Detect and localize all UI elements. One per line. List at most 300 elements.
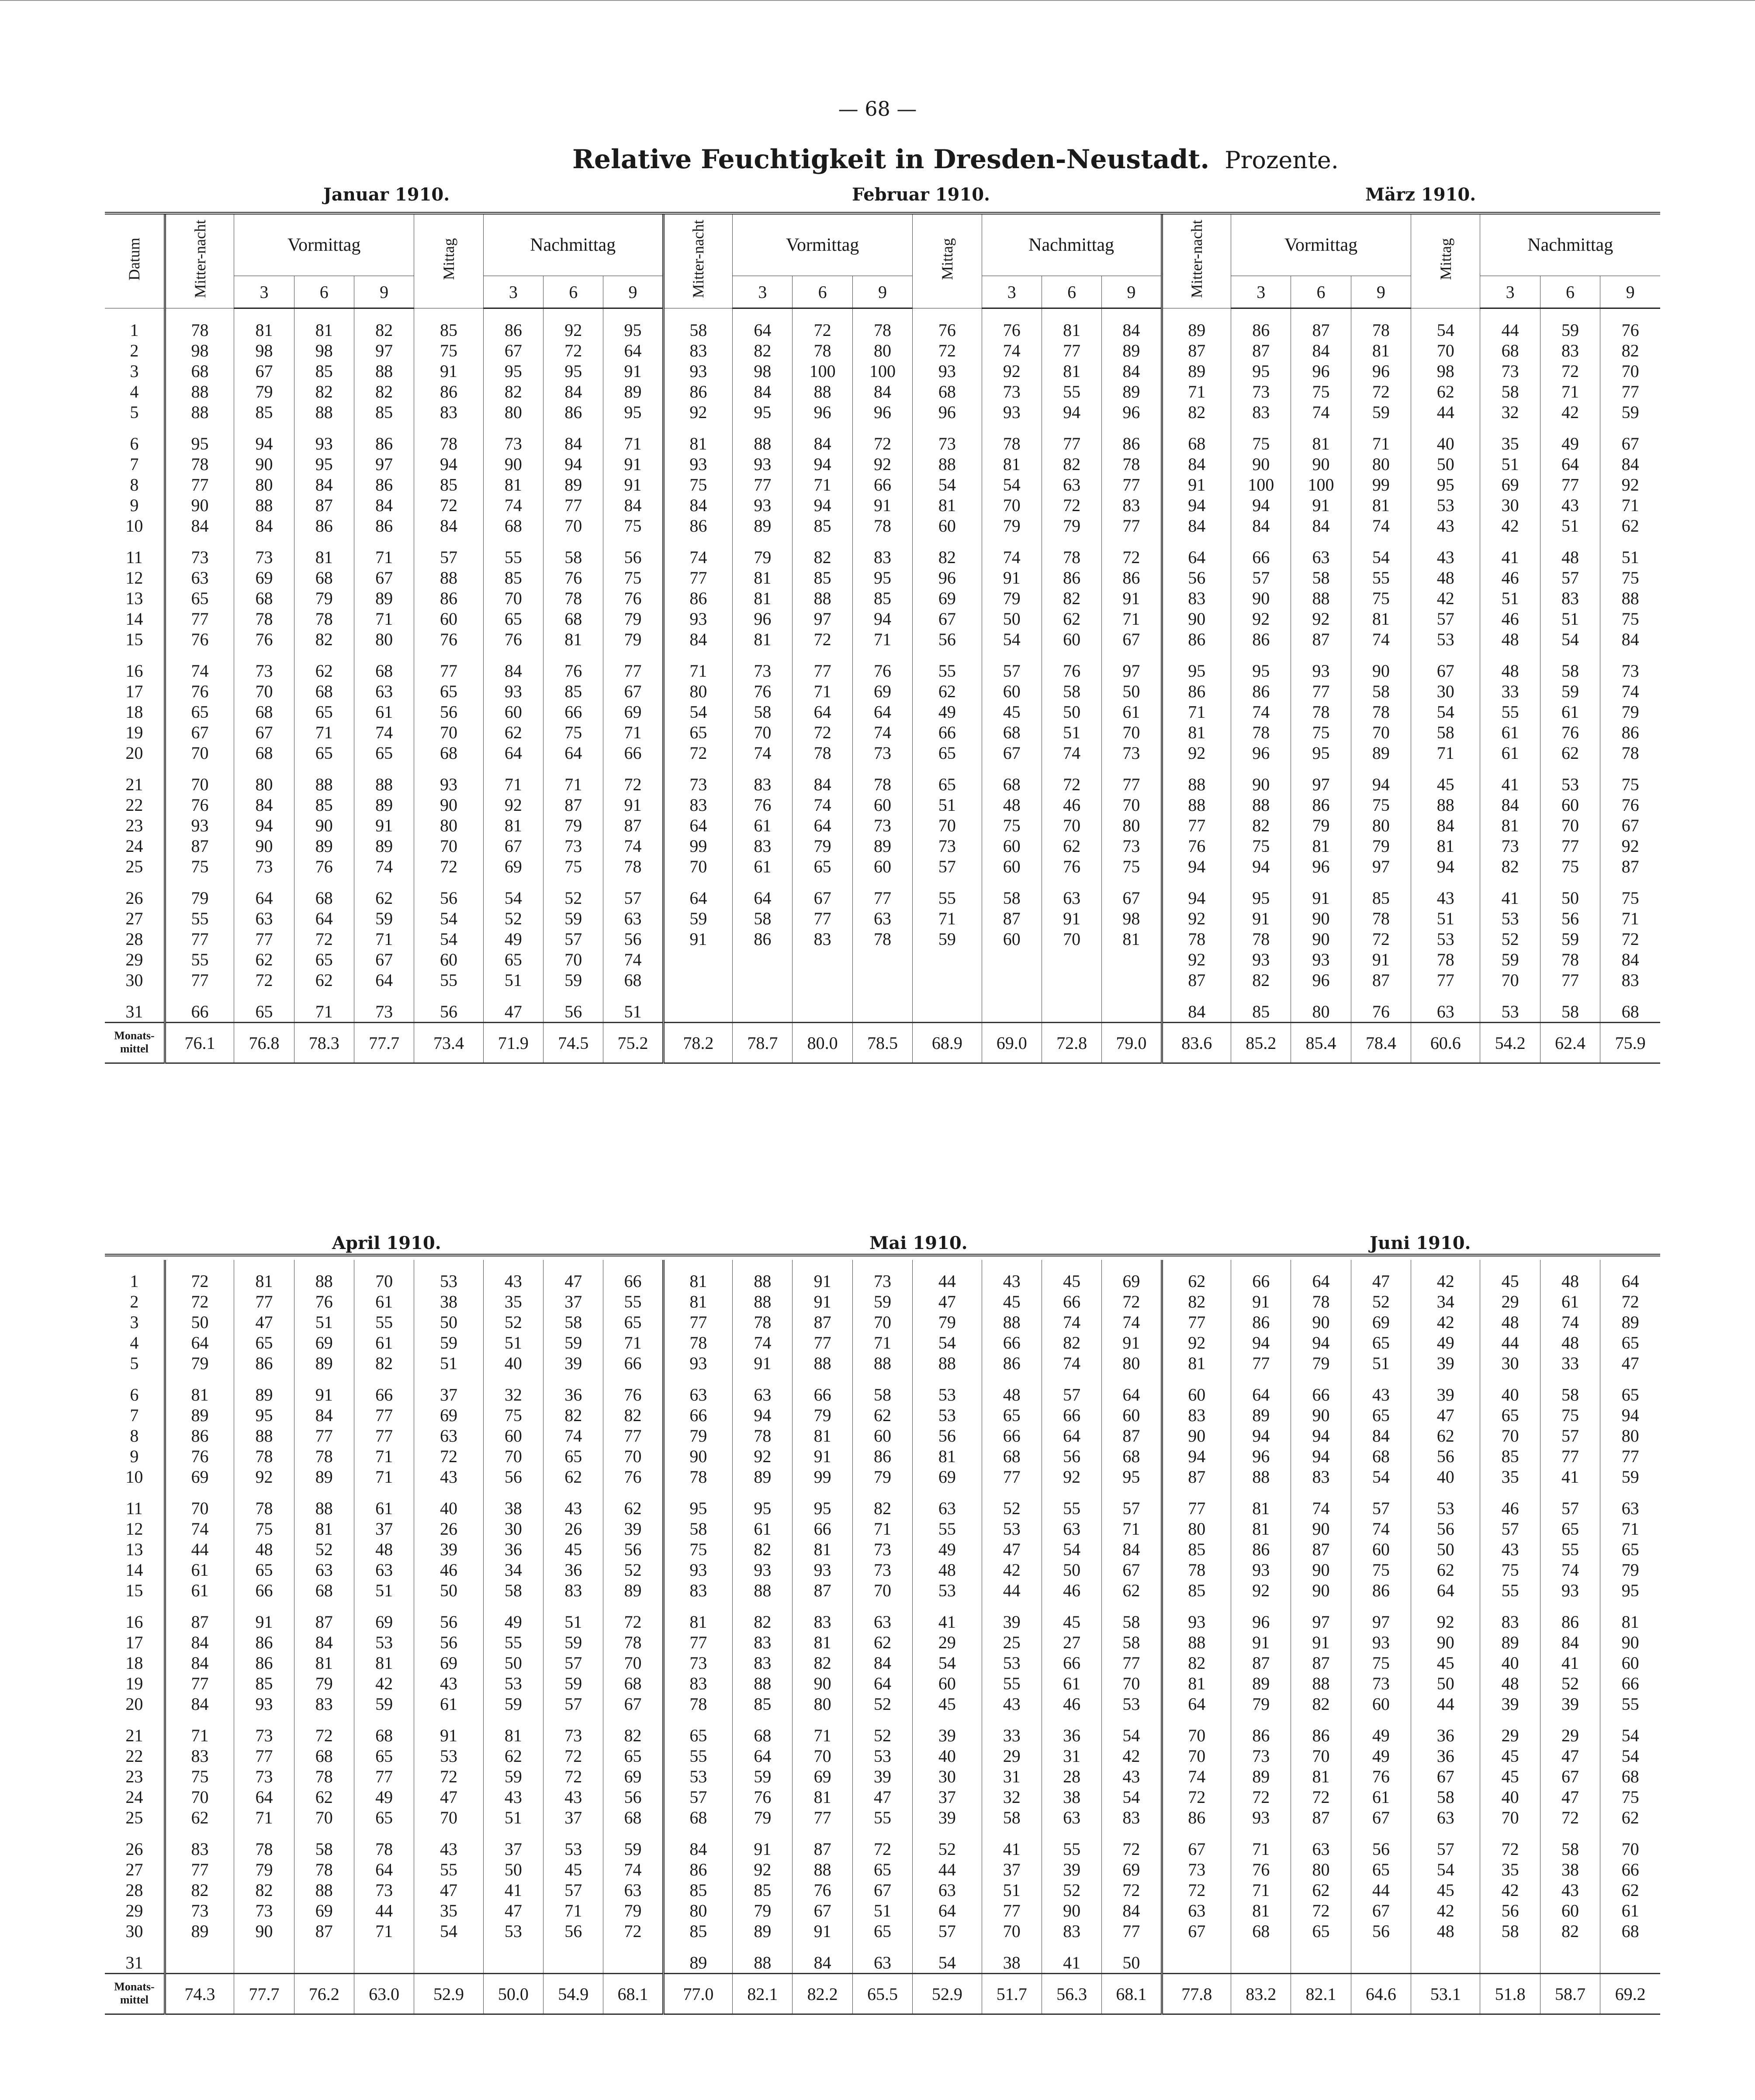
value-cell: 87 <box>603 815 663 836</box>
value-cell: 92 <box>663 402 732 422</box>
value-cell: 63 <box>1162 1900 1231 1921</box>
value-cell: 83 <box>663 1580 732 1601</box>
value-cell: 40 <box>1480 1384 1540 1405</box>
value-cell: 32 <box>982 1787 1042 1807</box>
value-cell: 80 <box>1600 1425 1660 1446</box>
value-cell: 59 <box>543 1673 603 1694</box>
gap-cell <box>1351 877 1411 888</box>
value-cell: 29 <box>1480 1725 1540 1746</box>
value-cell: 88 <box>1162 795 1231 815</box>
value-cell: 73 <box>852 743 912 763</box>
value-cell: 84 <box>1102 1900 1162 1921</box>
day-cell: 22 <box>125 1746 143 1766</box>
value-cell: 90 <box>1291 1519 1351 1539</box>
value-cell: 77 <box>1102 515 1162 536</box>
gap-cell <box>165 422 234 433</box>
value-cell: 68 <box>294 681 354 702</box>
value-cell: 73 <box>234 1766 294 1787</box>
value-cell: 81 <box>483 1725 543 1746</box>
value-cell: 84 <box>294 1632 354 1653</box>
value-cell: 46 <box>1480 567 1540 588</box>
mean-value: 50.0 <box>483 1974 543 2014</box>
gap-cell <box>414 990 483 1001</box>
value-cell: 37 <box>982 1859 1042 1880</box>
gap-cell <box>1291 650 1351 661</box>
table-row <box>105 402 1660 422</box>
value-cell: 80 <box>234 474 294 495</box>
month-label-maerz: März 1910. <box>1365 184 1476 205</box>
table-row <box>105 1425 1660 1446</box>
gap-cell <box>603 1828 663 1839</box>
value-cell: 96 <box>1291 856 1351 877</box>
value-cell: 70 <box>1102 1673 1162 1694</box>
value-cell: 67 <box>1411 1766 1480 1787</box>
value-cell: 55 <box>414 1859 483 1880</box>
value-cell: 73 <box>1480 836 1540 856</box>
value-cell: 50 <box>1102 1952 1162 1974</box>
value-cell: 74 <box>1351 629 1411 650</box>
value-cell: 61 <box>1540 1291 1600 1312</box>
gap-cell <box>165 990 234 1001</box>
value-cell: 61 <box>1540 702 1600 722</box>
value-cell: 79 <box>793 836 852 856</box>
value-cell: 81 <box>1162 722 1231 743</box>
value-cell: 74 <box>1291 1498 1351 1519</box>
value-cell: 88 <box>1162 774 1231 795</box>
value-cell: 42 <box>1411 1271 1480 1291</box>
gap-cell <box>663 650 732 661</box>
value-cell: 84 <box>1351 1425 1411 1446</box>
value-cell: 67 <box>1351 1807 1411 1828</box>
spacer-cell <box>1351 1260 1411 1271</box>
value-cell: 65 <box>354 1746 414 1766</box>
value-cell: 33 <box>1480 681 1540 702</box>
value-cell: 89 <box>1480 1632 1540 1653</box>
value-cell: 78 <box>1162 929 1231 949</box>
value-cell: 86 <box>663 588 732 609</box>
value-cell: 51 <box>1540 609 1600 629</box>
gap-cell <box>1102 1487 1162 1498</box>
value-cell: 78 <box>294 1766 354 1787</box>
value-cell: 78 <box>663 1694 732 1714</box>
value-cell: 77 <box>852 888 912 908</box>
value-cell: 65 <box>913 774 982 795</box>
day-cell: 24 <box>125 1787 143 1807</box>
value-cell: 43 <box>1411 515 1480 536</box>
value-cell: 39 <box>603 1519 663 1539</box>
header-datum <box>105 213 165 308</box>
value-cell <box>913 949 982 970</box>
value-cell: 66 <box>234 1580 294 1601</box>
value-cell: 73 <box>733 661 793 681</box>
value-cell: 41 <box>1540 1653 1600 1673</box>
value-cell: 49 <box>913 702 982 722</box>
day-cell: 15 <box>125 1581 143 1600</box>
value-cell: 79 <box>294 588 354 609</box>
value-cell: 81 <box>663 1271 732 1291</box>
value-cell: 95 <box>1162 661 1231 681</box>
value-cell: 71 <box>354 1467 414 1487</box>
value-cell: 59 <box>543 970 603 990</box>
value-cell: 89 <box>1600 1312 1660 1332</box>
mean-value: 77.7 <box>354 1023 414 1063</box>
value-cell: 54 <box>913 474 982 495</box>
value-cell: 87 <box>1351 970 1411 990</box>
value-cell: 60 <box>483 702 543 722</box>
value-cell: 47 <box>1411 1405 1480 1425</box>
value-cell: 68 <box>733 1725 793 1746</box>
mean-value: 82.1 <box>1291 1974 1351 2014</box>
value-cell: 50 <box>483 1859 543 1880</box>
value-cell: 38 <box>1540 1859 1600 1880</box>
value-cell: 81 <box>733 567 793 588</box>
value-cell: 56 <box>414 1001 483 1023</box>
value-cell: 72 <box>1102 547 1162 567</box>
gap-cell <box>1351 1941 1411 1952</box>
value-cell: 72 <box>414 1766 483 1787</box>
value-cell: 90 <box>1291 454 1351 474</box>
value-cell: 90 <box>165 495 234 515</box>
value-cell: 91 <box>1042 908 1101 929</box>
value-cell: 64 <box>1162 1694 1231 1714</box>
value-cell: 85 <box>1231 1001 1291 1023</box>
table-row <box>105 381 1660 402</box>
value-cell: 39 <box>1411 1353 1480 1373</box>
value-cell: 68 <box>294 1580 354 1601</box>
value-cell: 71 <box>1102 609 1162 629</box>
value-cell: 67 <box>354 949 414 970</box>
gap-cell <box>1042 1714 1101 1725</box>
value-cell: 70 <box>543 515 603 536</box>
gap-cell <box>234 536 294 547</box>
value-cell: 72 <box>1042 495 1101 515</box>
value-cell: 91 <box>234 1612 294 1632</box>
value-cell: 86 <box>165 1425 234 1446</box>
gap-cell <box>793 1714 852 1725</box>
value-cell: 72 <box>1102 1880 1162 1900</box>
value-cell: 75 <box>603 515 663 536</box>
value-cell: 78 <box>603 856 663 877</box>
gap-cell <box>1351 990 1411 1001</box>
value-cell: 78 <box>733 1312 793 1332</box>
mean-value: 71.9 <box>483 1023 543 1063</box>
value-cell: 71 <box>1540 381 1600 402</box>
value-cell: 73 <box>234 1900 294 1921</box>
gap-cell <box>793 536 852 547</box>
value-cell: 44 <box>354 1900 414 1921</box>
gap-cell <box>1162 1828 1231 1839</box>
value-cell: 65 <box>913 743 982 763</box>
value-cell: 76 <box>543 661 603 681</box>
value-cell: 82 <box>603 1405 663 1425</box>
value-cell <box>913 1001 982 1023</box>
value-cell: 79 <box>234 1859 294 1880</box>
gap-cell <box>105 1487 165 1498</box>
value-cell <box>1162 1952 1231 1974</box>
gap-cell <box>793 877 852 888</box>
value-cell: 56 <box>543 1001 603 1023</box>
value-cell: 65 <box>294 743 354 763</box>
gap-cell <box>483 1373 543 1384</box>
value-cell: 90 <box>1291 929 1351 949</box>
gap-cell <box>852 990 912 1001</box>
value-cell: 35 <box>483 1291 543 1312</box>
gap-cell <box>982 1601 1042 1612</box>
value-cell: 35 <box>1480 433 1540 454</box>
gap-cell <box>1351 1487 1411 1498</box>
value-cell: 78 <box>234 609 294 629</box>
value-cell: 35 <box>1480 1467 1540 1487</box>
gap-cell <box>354 1828 414 1839</box>
spacer-row <box>105 1260 1660 1271</box>
value-cell: 86 <box>354 433 414 454</box>
gap-cell <box>733 1373 793 1384</box>
value-cell: 63 <box>1042 474 1101 495</box>
value-cell: 88 <box>733 433 793 454</box>
gap-cell <box>1291 1601 1351 1612</box>
value-cell: 75 <box>1351 1560 1411 1580</box>
value-cell: 91 <box>1291 495 1351 515</box>
header-vormittag: Vormittag <box>733 213 913 276</box>
value-cell: 94 <box>234 433 294 454</box>
value-cell: 86 <box>1231 1725 1291 1746</box>
value-cell: 54 <box>1600 1746 1660 1766</box>
value-cell: 62 <box>1600 1807 1660 1828</box>
value-cell: 38 <box>982 1952 1042 1974</box>
value-cell: 55 <box>1480 1580 1540 1601</box>
gap-cell <box>1102 877 1162 888</box>
value-cell: 74 <box>603 836 663 856</box>
value-cell: 74 <box>852 722 912 743</box>
value-cell: 99 <box>663 836 732 856</box>
value-cell: 36 <box>1411 1725 1480 1746</box>
spacer-cell <box>1600 1260 1660 1271</box>
spacer-cell <box>1411 308 1480 320</box>
value-cell: 70 <box>414 722 483 743</box>
value-cell: 84 <box>1102 320 1162 340</box>
header-hour: 3 <box>982 276 1042 308</box>
value-cell: 56 <box>483 1467 543 1487</box>
gap-cell <box>1042 877 1101 888</box>
gap-cell <box>543 1373 603 1384</box>
day-cell: 29 <box>125 950 143 969</box>
gap-cell <box>1042 1601 1101 1612</box>
value-cell: 68 <box>543 609 603 629</box>
value-cell <box>733 970 793 990</box>
value-cell: 73 <box>543 836 603 856</box>
value-cell: 39 <box>1480 1694 1540 1714</box>
value-cell: 83 <box>1291 1467 1351 1487</box>
value-cell: 86 <box>1231 1539 1291 1560</box>
day-cell: 22 <box>125 795 143 815</box>
value-cell: 71 <box>603 722 663 743</box>
value-cell: 80 <box>663 681 732 702</box>
value-cell: 42 <box>1411 1312 1480 1332</box>
value-cell: 62 <box>1600 515 1660 536</box>
day-cell: 29 <box>125 1901 143 1920</box>
value-cell: 65 <box>1291 1921 1351 1941</box>
gap-cell <box>1042 536 1101 547</box>
table-row <box>105 1725 1660 1746</box>
value-cell: 93 <box>294 433 354 454</box>
gap-cell <box>1411 536 1480 547</box>
gap-cell <box>1231 990 1291 1001</box>
day-cell: 25 <box>125 1808 143 1827</box>
value-cell: 77 <box>982 1467 1042 1487</box>
value-cell <box>1231 1952 1291 1974</box>
spacer-cell <box>483 1260 543 1271</box>
value-cell: 47 <box>543 1271 603 1291</box>
page-number: — 68 — <box>838 97 917 121</box>
mean-value: 78.2 <box>663 1023 732 1063</box>
group-gap-row <box>105 990 1660 1001</box>
mean-value: 79.0 <box>1102 1023 1162 1063</box>
gap-cell <box>1480 1941 1540 1952</box>
value-cell: 55 <box>165 908 234 929</box>
value-cell: 39 <box>1042 1859 1101 1880</box>
value-cell: 70 <box>234 681 294 702</box>
value-cell: 92 <box>1231 609 1291 629</box>
mean-label-cell <box>105 1974 165 2014</box>
gap-cell <box>1042 1941 1101 1952</box>
header-hour: 3 <box>483 276 543 308</box>
value-cell: 84 <box>1162 515 1231 536</box>
gap-cell <box>543 990 603 1001</box>
value-cell: 82 <box>1042 1332 1101 1353</box>
table-row <box>105 454 1660 474</box>
value-cell: 57 <box>543 1653 603 1673</box>
gap-cell <box>982 1828 1042 1839</box>
table-row <box>105 836 1660 856</box>
value-cell: 42 <box>1102 1746 1162 1766</box>
value-cell: 43 <box>982 1694 1042 1714</box>
value-cell: 90 <box>234 1921 294 1941</box>
value-cell: 94 <box>1162 495 1231 515</box>
gap-cell <box>852 1828 912 1839</box>
value-cell: 57 <box>663 1787 732 1807</box>
value-cell: 78 <box>294 1446 354 1467</box>
value-cell: 81 <box>1162 1673 1231 1694</box>
mean-row <box>105 1023 1660 1063</box>
value-cell: 91 <box>982 567 1042 588</box>
value-cell: 46 <box>1480 1498 1540 1519</box>
table-row <box>105 320 1660 340</box>
value-cell: 94 <box>1042 402 1101 422</box>
value-cell: 66 <box>852 474 912 495</box>
gap-cell <box>1162 650 1231 661</box>
value-cell: 75 <box>1291 381 1351 402</box>
value-cell: 81 <box>793 1539 852 1560</box>
gap-cell <box>852 1714 912 1725</box>
value-cell: 50 <box>1102 681 1162 702</box>
value-cell: 56 <box>1480 1900 1540 1921</box>
gap-cell <box>234 877 294 888</box>
value-cell: 73 <box>663 1653 732 1673</box>
value-cell: 75 <box>1600 888 1660 908</box>
gap-cell <box>1540 1714 1600 1725</box>
gap-cell <box>1600 1714 1660 1725</box>
value-cell: 77 <box>165 1673 234 1694</box>
value-cell: 53 <box>913 1580 982 1601</box>
value-cell: 43 <box>414 1467 483 1487</box>
header-mittag <box>913 213 982 308</box>
month-label-februar: Februar 1910. <box>852 184 990 205</box>
value-cell: 81 <box>982 454 1042 474</box>
value-cell: 72 <box>1162 1880 1231 1900</box>
value-cell: 95 <box>294 454 354 474</box>
value-cell: 81 <box>294 1653 354 1673</box>
value-cell: 68 <box>294 1746 354 1766</box>
value-cell: 67 <box>1351 1900 1411 1921</box>
value-cell: 86 <box>1102 433 1162 454</box>
day-cell: 4 <box>130 1333 139 1353</box>
value-cell: 75 <box>543 722 603 743</box>
gap-cell <box>852 763 912 774</box>
value-cell: 80 <box>1351 454 1411 474</box>
gap-cell <box>1351 536 1411 547</box>
value-cell: 89 <box>852 836 912 856</box>
value-cell: 59 <box>354 908 414 929</box>
value-cell: 69 <box>793 1766 852 1787</box>
value-cell: 91 <box>603 454 663 474</box>
value-cell: 77 <box>1162 815 1231 836</box>
value-cell: 51 <box>982 1880 1042 1900</box>
gap-cell <box>543 650 603 661</box>
value-cell: 66 <box>1042 1405 1101 1425</box>
value-cell: 72 <box>1231 1787 1291 1807</box>
value-cell: 82 <box>294 629 354 650</box>
value-cell: 53 <box>982 1653 1042 1673</box>
day-cell: 16 <box>125 1612 143 1632</box>
value-cell: 45 <box>1042 1271 1101 1291</box>
gap-cell <box>982 990 1042 1001</box>
value-cell: 71 <box>852 1332 912 1353</box>
value-cell: 63 <box>354 681 414 702</box>
value-cell: 39 <box>1540 1694 1600 1714</box>
value-cell: 62 <box>603 1498 663 1519</box>
value-cell: 55 <box>1540 1539 1600 1560</box>
value-cell: 77 <box>1162 1312 1231 1332</box>
value-cell: 62 <box>1162 1271 1231 1291</box>
value-cell: 56 <box>603 1539 663 1560</box>
value-cell: 35 <box>1480 1859 1540 1880</box>
value-cell: 97 <box>1102 661 1162 681</box>
spacer-cell <box>1162 1260 1231 1271</box>
value-cell: 86 <box>1162 629 1231 650</box>
gap-cell <box>663 536 732 547</box>
value-cell: 84 <box>1600 949 1660 970</box>
value-cell: 63 <box>852 1612 912 1632</box>
value-cell: 55 <box>1480 702 1540 722</box>
value-cell: 49 <box>913 1539 982 1560</box>
gap-cell <box>1291 1714 1351 1725</box>
value-cell: 50 <box>414 1580 483 1601</box>
value-cell: 77 <box>1540 836 1600 856</box>
value-cell: 69 <box>294 1900 354 1921</box>
header-datum-text: Datum <box>125 237 143 280</box>
value-cell: 62 <box>294 970 354 990</box>
value-cell: 64 <box>234 888 294 908</box>
value-cell: 58 <box>1102 1612 1162 1632</box>
value-cell: 48 <box>354 1539 414 1560</box>
gap-cell <box>1540 536 1600 547</box>
value-cell: 38 <box>483 1498 543 1519</box>
group-gap-row <box>105 536 1660 547</box>
value-cell: 52 <box>982 1498 1042 1519</box>
mean-value: 65.5 <box>852 1974 912 2014</box>
header-vormittag: Vormittag <box>234 213 414 276</box>
value-cell: 82 <box>1162 402 1231 422</box>
